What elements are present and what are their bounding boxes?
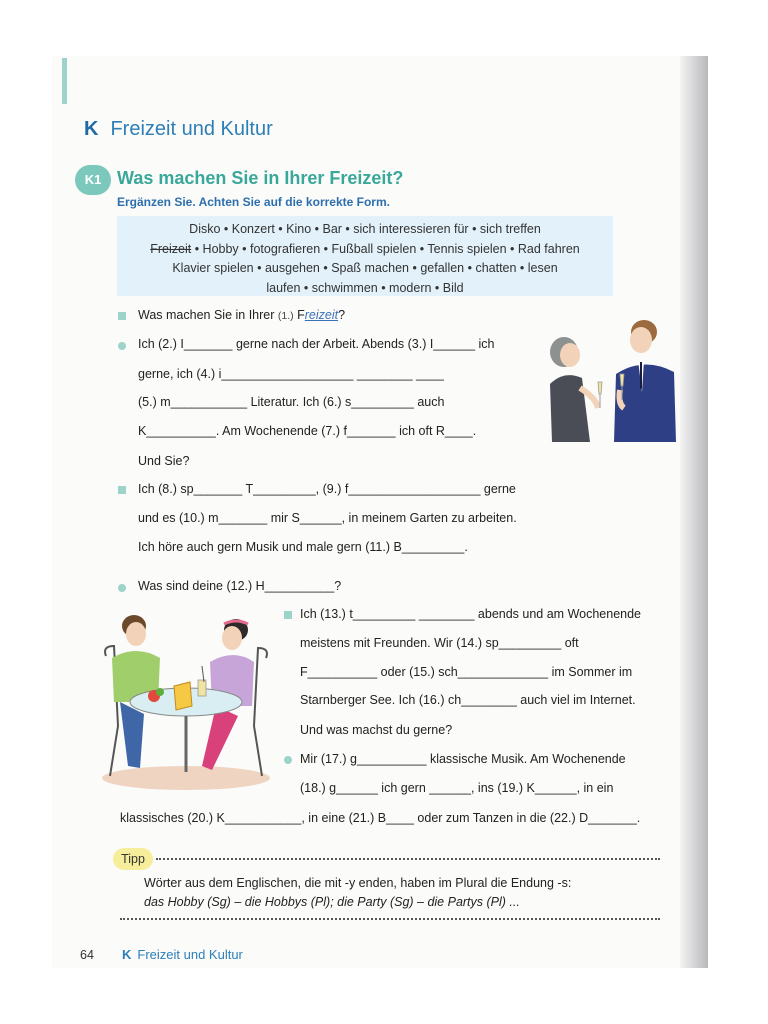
word-box-line: laufen • schwimmen • modern • Bild — [266, 280, 464, 295]
dotted-divider-top — [156, 858, 660, 860]
tipp-label: Tipp — [113, 848, 153, 870]
square-bullet — [284, 611, 292, 619]
toasting-couple-illustration — [544, 312, 684, 448]
item-number: (1.) — [277, 310, 294, 322]
footer-title — [122, 947, 243, 962]
man-tie — [640, 362, 642, 390]
answer-line: Ich (2.) I_______ gerne nach der Arbeit. Abends (3.) I______ ich — [138, 337, 495, 351]
square-bullet — [118, 312, 126, 320]
struck-word: Freizeit — [150, 241, 192, 256]
round-bullet — [118, 342, 126, 350]
champagne-glass — [620, 374, 624, 386]
question-1 — [138, 308, 345, 322]
word-box-line — [117, 240, 613, 260]
answer-line: klassisches (20.) K___________, in eine (21.) B____ oder zum Tanzen in die (22.) D_______. — [120, 811, 641, 825]
question-2: Was sind deine (12.) H__________? — [138, 579, 342, 593]
girl-trousers — [202, 706, 238, 770]
answer-line: Und Sie? — [138, 454, 190, 468]
champagne-glass — [598, 382, 602, 394]
chapter-title — [84, 118, 273, 141]
question-letter: F — [293, 308, 305, 322]
answer-line: K__________. Am Wochenende (7.) f_______ ich oft R____. — [138, 424, 477, 438]
answer-line: (18.) g______ ich gern ______, ins (19.) K______, in ein — [300, 781, 614, 795]
answer-line: gerne, ich (4.) i___________________ ________ ____ — [138, 367, 444, 381]
right-chair — [254, 648, 267, 776]
round-bullet — [118, 584, 126, 592]
question-mark: ? — [338, 308, 346, 322]
cafe-friends-illustration — [98, 606, 274, 792]
man-face — [630, 327, 652, 353]
tipp-line-1: Wörter aus dem Englischen, die mit -y enden, haben im Plural die Endung -s: — [144, 876, 572, 890]
answer-line: Und was machst du gerne? — [300, 723, 453, 737]
exercise-instruction: Ergänzen Sie. Achten Sie auf die korrekte Form. — [117, 195, 390, 209]
word-box-line-rest: • Hobby • fotografieren • Fußball spielen • Tennis spielen • Rad fahren — [191, 241, 580, 256]
word-box-line: Klavier spielen • ausgehen • Spaß machen • gefallen • chatten • lesen — [172, 261, 558, 275]
drink-straw — [202, 666, 204, 682]
answer-line: Starnberger See. Ich (16.) ch________ auch viel im Internet. — [300, 693, 636, 707]
chapter-letter: K — [84, 118, 99, 140]
answer-line: und es (10.) m_______ mir S______, in meinem Garten zu arbeiten. — [138, 511, 517, 525]
menu-card — [174, 682, 192, 710]
boy-face — [126, 622, 146, 646]
word-box-line: Disko • Konzert • Kino • Bar • sich interessieren für • sich treffen — [189, 222, 541, 236]
answer-line: Ich (13.) t_________ ________ abends und am Wochenende — [300, 607, 642, 621]
answer-line: F__________ oder (15.) sch_____________ im Sommer im — [300, 665, 633, 679]
fruit-bowl-apple — [156, 688, 164, 696]
page-spine-shadow — [680, 56, 708, 968]
answer-line: Mir (17.) g__________ klassische Musik. Am Wochenende — [300, 752, 626, 766]
word-box — [117, 216, 613, 296]
answer-line: Ich höre auch gern Musik und male gern (11.) B_________. — [138, 540, 468, 554]
section-badge: K1 — [75, 165, 111, 195]
woman-dress — [550, 375, 590, 442]
dotted-divider-bottom — [120, 918, 660, 920]
accent-bar — [62, 58, 67, 104]
woman-face — [560, 343, 580, 367]
example-answer: reizeit — [304, 308, 339, 322]
question-text: Was machen Sie in Ihrer — [138, 308, 278, 322]
round-bullet — [284, 756, 292, 764]
tipp-line-2: das Hobby (Sg) – die Hobbys (Pl); die Party (Sg) – die Partys (Pl) ... — [144, 895, 520, 909]
boy-jeans — [120, 702, 144, 768]
page-number: 64 — [80, 948, 94, 962]
chapter-title-text: Freizeit und Kultur — [110, 118, 273, 140]
footer-title-text: Freizeit und Kultur — [137, 947, 243, 962]
answer-line: meistens mit Freunden. Wir (14.) sp_________ oft — [300, 636, 579, 650]
answer-line: (5.) m___________ Literatur. Ich (6.) s_________ auch — [138, 395, 445, 409]
square-bullet — [118, 486, 126, 494]
footer-letter: K — [122, 947, 132, 962]
section-title: Was machen Sie in Ihrer Freizeit? — [117, 168, 404, 188]
answer-line: Ich (8.) sp_______ T_________, (9.) f___________________ gerne — [138, 482, 516, 496]
girl-face — [222, 626, 242, 650]
drink-glass — [198, 680, 206, 696]
